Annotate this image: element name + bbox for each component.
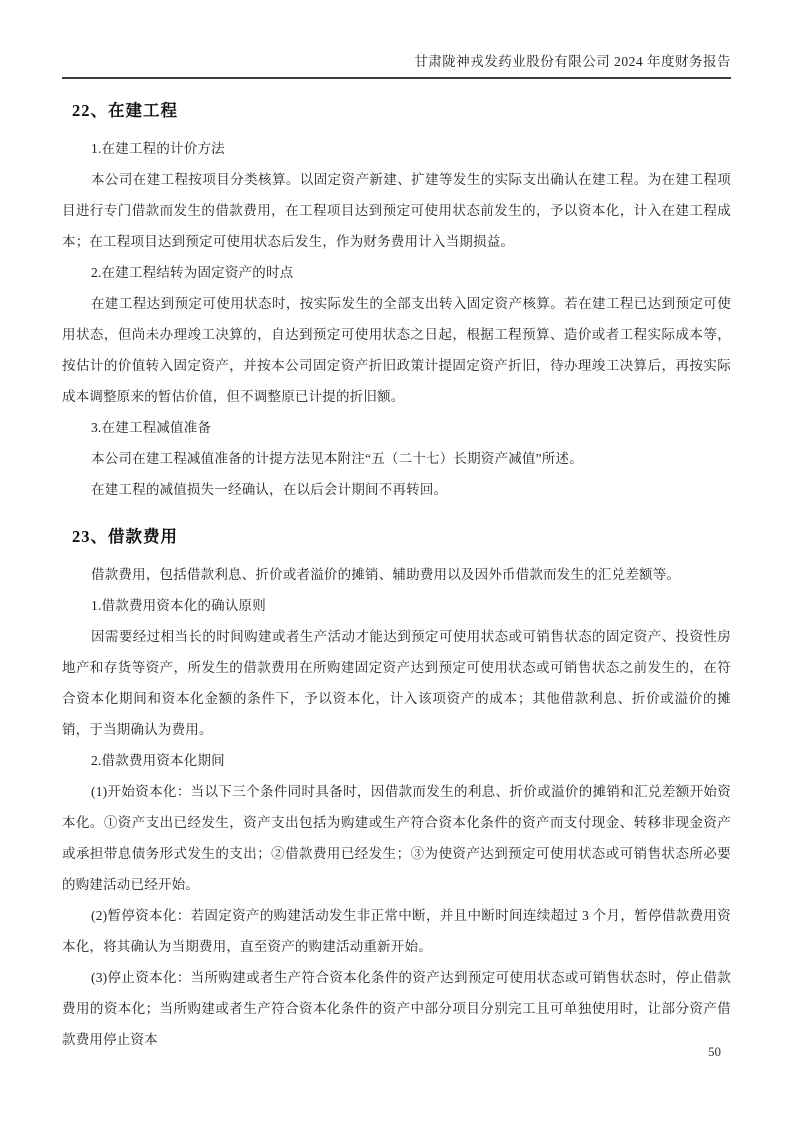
section-23-paragraph-3: (1)开始资本化：当以下三个条件同时具备时，因借款而发生的利息、折价或溢价的摊销和汇兑差额开始资本化。①资产支出已经发生，资产支出包括为购建或生产符合资本化条件的资产而支付现金、转移非现金资产或承担带息债务形式发生的支出；②借款费用已经发生；③为使资产达到预定可使用状态或可销售状态所必要的购建活动已经开始。 [62,784,731,892]
header-title: 甘肃陇神戎发药业股份有限公司 2024 年度财务报告 [414,54,731,69]
section-22-subheading-2: 2.在建工程结转为固定资产的时点 [91,265,294,280]
page-number: 50 [708,1044,721,1059]
section-22-title: 22、在建工程 [72,101,178,120]
page-header [62,0,731,79]
section-23-subheading-1: 1.借款费用资本化的确认原则 [91,598,266,613]
section-23-title: 23、借款费用 [72,527,178,546]
section-22-paragraph-2: 在建工程达到预定可使用状态时，按实际发生的全部支出转入固定资产核算。若在建工程已达到预定可使用状态，但尚未办理竣工决算的，自达到预定可使用状态之日起，根据工程预算、造价或者工程实际成本等，按估计的价值转入固定资产，并按本公司固定资产折旧政策计提固定资产折旧，待办理竣工决算后，再按实际成本调整原来的暂估价值，但不调整原已计提的折旧额。 [62,296,731,404]
section-22-subheading-1: 1.在建工程的计价方法 [91,141,225,156]
section-22-paragraph-1: 本公司在建工程按项目分类核算。以固定资产新建、扩建等发生的实际支出确认在建工程。为在建工程项目进行专门借款而发生的借款费用，在工程项目达到预定可使用状态前发生的，予以资本化，计入在建工程成本；在工程项目达到预定可使用状态后发生，作为财务费用计入当期损益。 [62,172,731,249]
section-22-subheading-3: 3.在建工程减值准备 [91,420,212,435]
section-23-paragraph-5: (3)停止资本化：当所购建或者生产符合资本化条件的资产达到预定可使用状态或可销售状态时，停止借款费用的资本化；当所购建或者生产符合资本化条件的资产中部分项目分别完工且可单独使用时，让部分资产借款费用停止资本 [62,970,731,1047]
section-23-subheading-2: 2.借款费用资本化期间 [91,753,225,768]
section-23-paragraph-4: (2)暂停资本化：若固定资产的购建活动发生非正常中断，并且中断时间连续超过 3 个月，暂停借款费用资本化，将其确认为当期费用，直至资产的购建活动重新开始。 [62,908,731,954]
section-22-paragraph-3: 本公司在建工程减值准备的计提方法见本附注“五（二十七）长期资产减值”所述。 [91,451,583,466]
section-23-paragraph-2: 因需要经过相当长的时间购建或者生产活动才能达到预定可使用状态或可销售状态的固定资产、投资性房地产和存货等资产，所发生的借款费用在所购建固定资产达到预定可使用状态或可销售状态之前发生的，在符合资本化期间和资本化金额的条件下，予以资本化，计入该项资产的成本；其他借款利息、折价或溢价的摊销，于当期确认为费用。 [62,629,731,737]
section-23-paragraph-1: 借款费用，包括借款利息、折价或者溢价的摊销、辅助费用以及因外币借款而发生的汇兑差额等。 [91,567,681,582]
page-content [62,97,731,1055]
section-22-paragraph-4: 在建工程的减值损失一经确认，在以后会计期间不再转回。 [91,482,448,497]
